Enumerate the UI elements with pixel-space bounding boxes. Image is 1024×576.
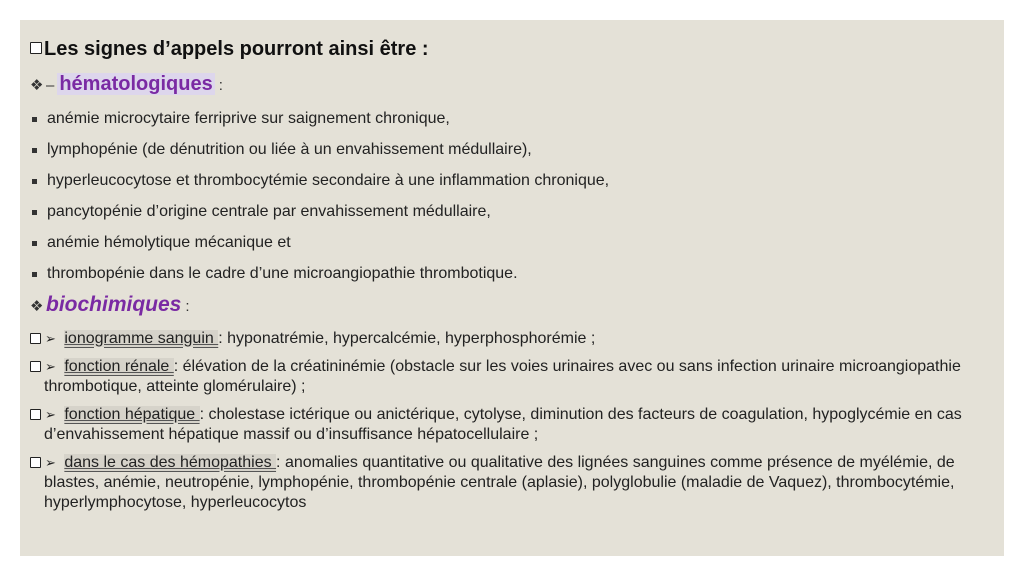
list-item (30, 264, 986, 295)
item-label-hemopathies: dans le cas des hémopathies (64, 454, 277, 471)
square-bullet-icon (32, 117, 37, 122)
list-item (30, 405, 986, 445)
item-text: : élévation de la créatininémie (obstacle sur les voies urinaires avec ou sans infection urinaire microangiopathie thrombotique, atteinte glomérulaire) ; (44, 358, 961, 395)
list-item (30, 202, 986, 233)
item-label-fonction-renale: fonction rénale (64, 358, 174, 375)
section-colon: : (185, 298, 190, 315)
list-item-text: lymphopénie (de dénutrition ou liée à un envahissement médullaire), (47, 141, 532, 158)
arrow-bullet-icon: ➢ (45, 455, 56, 470)
section-hematologiques (30, 73, 986, 101)
arrow-bullet-icon: ➢ (45, 407, 56, 422)
item-text: : cholestase ictérique ou anictérique, cytolyse, diminution des facteurs de coagulation, hypoglycémie en cas d’envahissement hépatique massif ou d’insuffisance hépatocellulaire ; (44, 406, 962, 443)
list-item-text: anémie microcytaire ferriprive sur saignement chronique, (47, 110, 450, 127)
section-biochimiques (30, 293, 986, 321)
checkbox-square-icon (30, 361, 41, 372)
list-item (30, 329, 986, 349)
checkbox-square-icon (30, 457, 41, 468)
checkbox-square-icon (30, 333, 41, 344)
list-item-text: thrombopénie dans le cadre d’une microangiopathie thrombotique. (47, 265, 518, 282)
hematologiques-list (30, 109, 986, 295)
biochimiques-list (30, 329, 986, 513)
list-item-text: anémie hémolytique mécanique et (47, 234, 291, 251)
title-text: Les signes d’appels pourront ainsi être : (44, 38, 429, 60)
item-text: : hyponatrémie, hypercalcémie, hyperphosphorémie ; (218, 330, 596, 347)
checkbox-square-icon (30, 409, 41, 420)
section-heading-hematologiques: hématologiques (59, 73, 213, 95)
slide-content (30, 36, 986, 521)
square-bullet-icon (32, 179, 37, 184)
list-item-text: hyperleucocytose et thrombocytémie secondaire à une inflammation chronique, (47, 172, 610, 189)
square-bullet-icon (32, 272, 37, 277)
item-label-fonction-hepatique: fonction hépatique (64, 406, 200, 423)
diamond-bullet-icon: ❖ (30, 77, 44, 94)
item-text: : anomalies quantitative ou qualitative des lignées sanguines comme présence de myélémie, de blastes, anémie, neutropénie, lymphopénie, thrombopénie centrale (aplasie), polyglobulie (maladie de Vaquez), thrombocytémie, hyperlymphocytose, hyperleucocytos (44, 454, 955, 511)
dash-symbol: – (46, 77, 55, 94)
slide (20, 20, 1004, 556)
square-bullet-icon (32, 210, 37, 215)
page-title (30, 36, 986, 62)
square-bullet-icon (32, 241, 37, 246)
checkbox-square-icon (30, 42, 42, 54)
square-bullet-icon (32, 148, 37, 153)
arrow-bullet-icon: ➢ (45, 331, 56, 346)
section-heading-biochimiques: biochimiques (46, 293, 182, 316)
list-item (30, 453, 986, 513)
arrow-bullet-icon: ➢ (45, 359, 56, 374)
list-item (30, 171, 986, 202)
list-item-text: pancytopénie d’origine centrale par envahissement médullaire, (47, 203, 491, 220)
list-item (30, 357, 986, 397)
list-item (30, 233, 986, 264)
section-colon: : (218, 77, 223, 94)
list-item (30, 109, 986, 140)
item-label-ionogramme: ionogramme sanguin (64, 330, 219, 347)
list-item (30, 140, 986, 171)
diamond-bullet-icon: ❖ (30, 298, 44, 315)
